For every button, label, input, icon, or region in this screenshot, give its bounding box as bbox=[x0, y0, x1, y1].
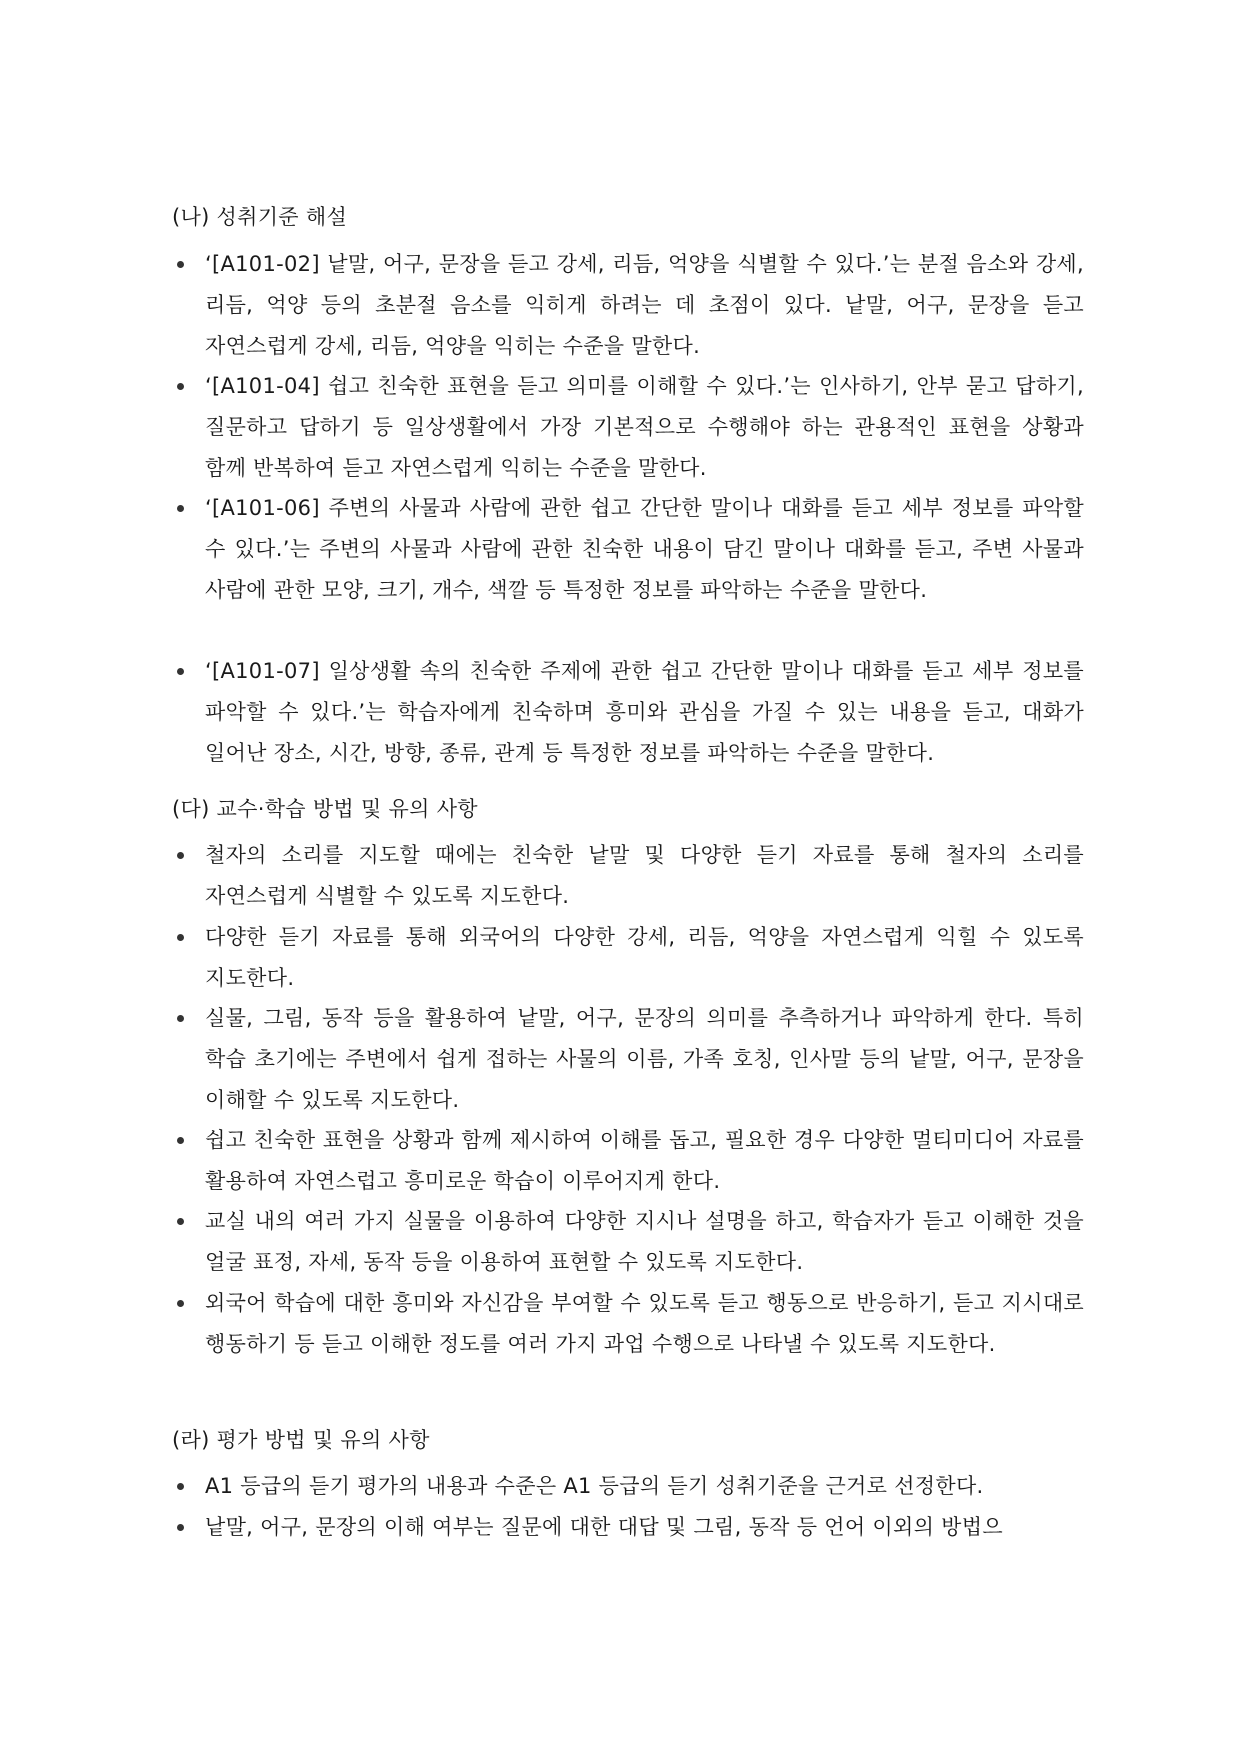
list-item bbox=[172, 835, 1084, 917]
bullet-icon bbox=[177, 383, 184, 390]
list-item-text: 쉽고 친숙한 표현을 상황과 함께 제시하여 이해를 돕고, 필요한 경우 다양한 멀티미디어 자료를 활용하여 자연스럽고 흥미로운 학습이 이루어지게 한다. bbox=[205, 1128, 1084, 1193]
list-item bbox=[172, 998, 1084, 1121]
list-item bbox=[172, 1201, 1084, 1283]
list-item bbox=[172, 488, 1084, 611]
list-item-text: 낱말, 어구, 문장의 이해 여부는 질문에 대한 대답 및 그림, 동작 등 언어 이외의 방법으 bbox=[205, 1515, 1003, 1539]
list-item-text: 철자의 소리를 지도할 때에는 친숙한 낱말 및 다양한 듣기 자료를 통해 철자의 소리를 자연스럽게 식별할 수 있도록 지도한다. bbox=[205, 843, 1084, 908]
bullet-icon bbox=[177, 1015, 184, 1022]
bullet-icon bbox=[177, 852, 184, 859]
list-item-text: 실물, 그림, 동작 등을 활용하여 낱말, 어구, 문장의 의미를 추측하거나 파악하게 한다. 특히 학습 초기에는 주변에서 쉽게 접하는 사물의 이름, 가족 호칭, 인사말 등의 낱말, 어구, 문장을 이해할 수 있도록 지도한다. bbox=[205, 1006, 1084, 1112]
bullet-icon bbox=[177, 934, 184, 941]
list-item bbox=[172, 1120, 1084, 1202]
list-item bbox=[172, 1507, 1084, 1548]
list-item-text: ‘[A101-02] 낱말, 어구, 문장을 듣고 강세, 리듬, 억양을 식별할 수 있다.’는 분절 음소와 강세, 리듬, 억양 등의 초분절 음소를 익히게 하려는 데 초점이 있다. 낱말, 어구, 문장을 듣고 자연스럽게 강세, 리듬, 억양을 익히는 수준을 말한다. bbox=[205, 252, 1084, 358]
list-item-text: A1 등급의 듣기 평가의 내용과 수준은 A1 등급의 듣기 성취기준을 근거로 선정한다. bbox=[205, 1474, 984, 1498]
list-item bbox=[172, 1466, 1084, 1507]
list-item-text: ‘[A101-07] 일상생활 속의 친숙한 주제에 관한 쉽고 간단한 말이나 대화를 듣고 세부 정보를 파악할 수 있다.’는 학습자에게 친숙하며 흥미와 관심을 가질 수 있는 내용을 듣고, 대화가 일어난 장소, 시간, 방향, 종류, 관계 등 특정한 정보를 파악하는 수준을 말한다. bbox=[205, 659, 1084, 765]
list-item bbox=[172, 1283, 1084, 1365]
bullet-icon bbox=[177, 668, 184, 675]
bullet-icon bbox=[177, 1137, 184, 1144]
list-item-text: ‘[A101-06] 주변의 사물과 사람에 관한 쉽고 간단한 말이나 대화를 듣고 세부 정보를 파악할 수 있다.’는 주변의 사물과 사람에 관한 친숙한 내용이 담긴 말이나 대화를 듣고, 주변 사물과 사람에 관한 모양, 크기, 개수, 색깔 등 특정한 정보를 파악하는 수준을 말한다. bbox=[205, 496, 1084, 602]
bullet-icon bbox=[177, 1300, 184, 1307]
bullet-icon bbox=[177, 1524, 184, 1531]
list-item-text: 외국어 학습에 대한 흥미와 자신감을 부여할 수 있도록 듣고 행동으로 반응하기, 듣고 지시대로 행동하기 등 듣고 이해한 정도를 여러 가지 과업 수행으로 나타낼 수 있도록 지도한다. bbox=[205, 1291, 1084, 1356]
list-item bbox=[172, 917, 1084, 999]
list-item-text: 다양한 듣기 자료를 통해 외국어의 다양한 강세, 리듬, 억양을 자연스럽게 익힐 수 있도록 지도한다. bbox=[205, 925, 1084, 990]
bullet-icon bbox=[177, 261, 184, 268]
bullet-icon bbox=[177, 505, 184, 512]
list-item bbox=[172, 651, 1084, 774]
list-item bbox=[172, 244, 1084, 367]
bullet-icon bbox=[177, 1218, 184, 1225]
list-item-text: ‘[A101-04] 쉽고 친숙한 표현을 듣고 의미를 이해할 수 있다.’는 인사하기, 안부 묻고 답하기, 질문하고 답하기 등 일상생활에서 가장 기본적으로 수행해야 하는 관용적인 표현을 상황과 함께 반복하여 듣고 자연스럽게 익히는 수준을 말한다. bbox=[205, 374, 1084, 480]
list-item bbox=[172, 366, 1084, 489]
section-heading-teaching-methods: (다) 교수·학습 방법 및 유의 사항 bbox=[172, 797, 478, 821]
bullet-icon bbox=[177, 1483, 184, 1490]
section-heading-achievement-standards: (나) 성취기준 해설 bbox=[172, 205, 348, 229]
section-heading-evaluation-methods: (라) 평가 방법 및 유의 사항 bbox=[172, 1428, 430, 1452]
list-item-text: 교실 내의 여러 가지 실물을 이용하여 다양한 지시나 설명을 하고, 학습자가 듣고 이해한 것을 얼굴 표정, 자세, 동작 등을 이용하여 표현할 수 있도록 지도한다. bbox=[205, 1209, 1084, 1274]
